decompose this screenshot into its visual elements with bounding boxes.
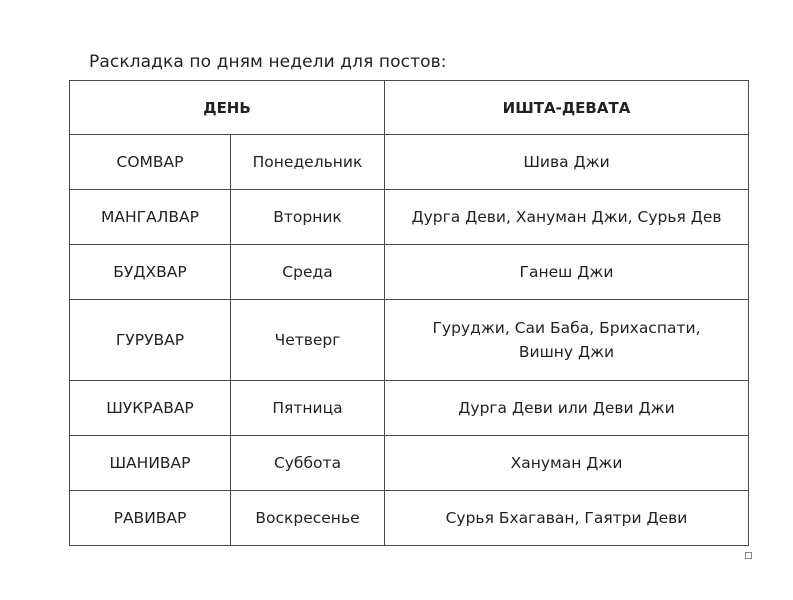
document-title: Раскладка по дням недели для постов:	[89, 52, 447, 72]
cell-russian-day: Суббота	[231, 436, 385, 491]
cell-russian-day: Понедельник	[231, 135, 385, 190]
header-deity: ИШТА-ДЕВАТА	[385, 81, 749, 135]
cell-russian-day: Четверг	[231, 300, 385, 381]
cell-deity: Шива Джи	[385, 135, 749, 190]
cell-deity: Дурга Деви или Деви Джи	[385, 381, 749, 436]
table-row	[70, 436, 749, 491]
cell-sanskrit-day: РАВИВАР	[70, 491, 231, 546]
table-row	[70, 491, 749, 546]
cell-deity: Ганеш Джи	[385, 245, 749, 300]
cell-russian-day: Среда	[231, 245, 385, 300]
fasting-days-table	[69, 80, 749, 546]
table-row	[70, 135, 749, 190]
cell-deity: Гуруджи, Саи Баба, Брихаспати, Вишну Джи	[385, 300, 749, 381]
cell-deity: Хануман Джи	[385, 436, 749, 491]
cell-sanskrit-day: ГУРУВАР	[70, 300, 231, 381]
header-day: ДЕНЬ	[70, 81, 385, 135]
cell-sanskrit-day: МАНГАЛВАР	[70, 190, 231, 245]
table-row	[70, 245, 749, 300]
cell-sanskrit-day: ШУКРАВАР	[70, 381, 231, 436]
cell-sanskrit-day: БУДХВАР	[70, 245, 231, 300]
table-row	[70, 190, 749, 245]
cell-sanskrit-day: СОМВАР	[70, 135, 231, 190]
table-row	[70, 381, 749, 436]
cell-deity: Сурья Бхагаван, Гаятри Деви	[385, 491, 749, 546]
table-row	[70, 300, 749, 381]
table-header-row	[70, 81, 749, 135]
cell-russian-day: Пятница	[231, 381, 385, 436]
cell-deity: Дурга Деви, Хануман Джи, Сурья Дев	[385, 190, 749, 245]
cell-sanskrit-day: ШАНИВАР	[70, 436, 231, 491]
table-resize-handle[interactable]	[745, 552, 752, 559]
cell-russian-day: Воскресенье	[231, 491, 385, 546]
cell-russian-day: Вторник	[231, 190, 385, 245]
